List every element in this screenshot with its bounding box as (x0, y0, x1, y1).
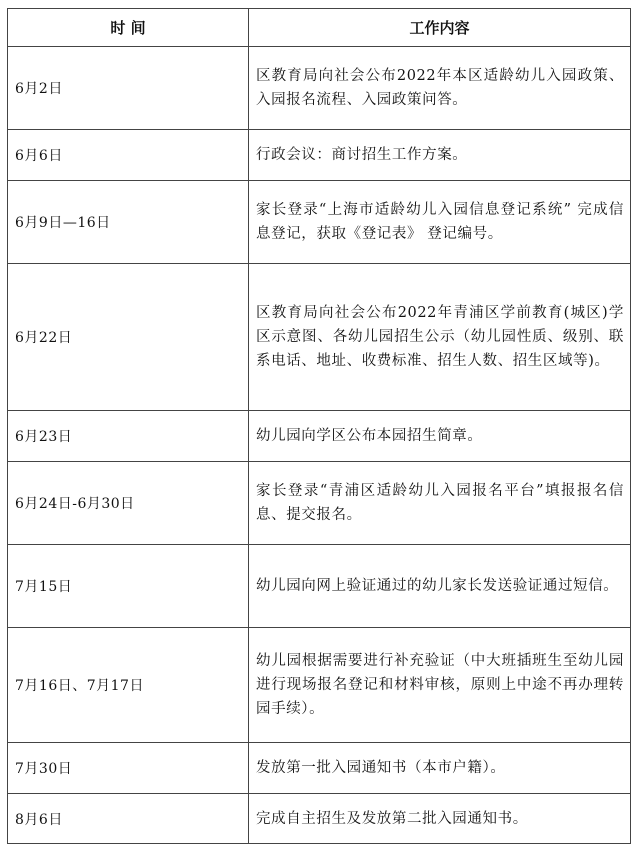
table-row (8, 130, 631, 181)
table-row (8, 545, 631, 628)
content-cell: 区教育局向社会公布2022年青浦区学前教育(城区)学区示意图、各幼儿园招生公示（幼儿园性质、级别、联系电话、地址、收费标准、招生人数、招生区域等)。 (249, 264, 631, 411)
table-row (8, 462, 631, 545)
content-cell: 幼儿园根据需要进行补充验证（中大班插班生至幼儿园进行现场报名登记和材料审核，原则上中途不再办理转园手续）。 (249, 628, 631, 743)
content-cell: 幼儿园向网上验证通过的幼儿家长发送验证通过短信。 (249, 545, 631, 628)
time-cell: 6月6日 (8, 130, 249, 181)
table-header-row (8, 9, 631, 47)
table-row (8, 264, 631, 411)
table-row (8, 411, 631, 462)
content-cell: 幼儿园向学区公布本园招生简章。 (249, 411, 631, 462)
content-cell: 家长登录“上海市适龄幼儿入园信息登记系统” 完成信息登记，获取《登记表》 登记编号。 (249, 181, 631, 264)
time-cell: 6月23日 (8, 411, 249, 462)
table-row (8, 743, 631, 794)
time-cell: 6月2日 (8, 47, 249, 130)
content-cell: 发放第一批入园通知书（本市户籍）。 (249, 743, 631, 794)
content-cell: 家长登录“青浦区适龄幼儿入园报名平台”填报报名信息、提交报名。 (249, 462, 631, 545)
table-row (8, 181, 631, 264)
table-row (8, 47, 631, 130)
time-cell: 7月30日 (8, 743, 249, 794)
time-cell: 7月16日、7月17日 (8, 628, 249, 743)
content-cell: 区教育局向社会公布2022年本区适龄幼儿入园政策、入园报名流程、入园政策问答。 (249, 47, 631, 130)
time-cell: 6月9日—16日 (8, 181, 249, 264)
time-cell: 7月15日 (8, 545, 249, 628)
content-cell: 完成自主招生及发放第二批入园通知书。 (249, 794, 631, 844)
schedule-table (7, 8, 631, 844)
header-time: 时 间 (8, 9, 249, 47)
time-cell: 6月22日 (8, 264, 249, 411)
time-cell: 6月24日-6月30日 (8, 462, 249, 545)
content-cell: 行政会议：商讨招生工作方案。 (249, 130, 631, 181)
table-row (8, 628, 631, 743)
time-cell: 8月6日 (8, 794, 249, 844)
table-row (8, 794, 631, 844)
header-content: 工作内容 (249, 9, 631, 47)
